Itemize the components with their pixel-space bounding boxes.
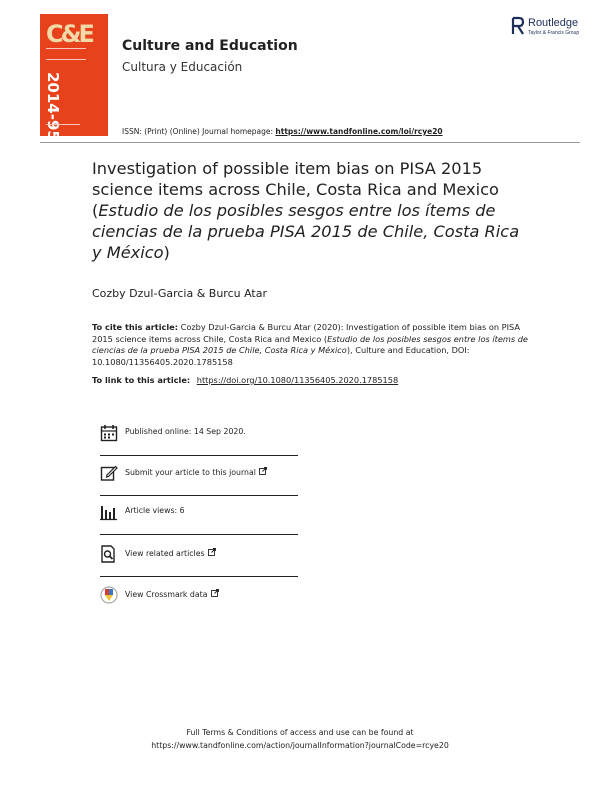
journal-title: Culture and Education — [122, 38, 298, 54]
page-footer — [0, 726, 600, 752]
related-articles-row[interactable] — [100, 545, 298, 575]
publisher-name: Routledge — [528, 17, 579, 29]
row-divider — [100, 495, 298, 496]
cover-decoration — [46, 48, 86, 60]
journal-homepage-link[interactable]: https://www.tandfonline.com/loi/rcye20 — [275, 127, 443, 136]
submit-article-link[interactable] — [125, 467, 267, 477]
edit-icon — [100, 464, 118, 482]
citation-block — [92, 322, 532, 368]
crossmark-icon — [100, 586, 118, 604]
row-divider — [100, 455, 298, 456]
related-articles-link[interactable] — [125, 548, 216, 558]
calendar-icon — [100, 424, 118, 442]
submit-article-label: Submit your article to this journal — [125, 468, 256, 477]
title-spanish: Estudio de los posibles sesgos entre los ítems de ciencias de la prueba PISA 2015 de Chile, Costa Rica y México — [92, 201, 520, 262]
article-link-line — [92, 375, 398, 385]
cover-monogram: C&E — [46, 20, 92, 48]
issn-line — [122, 127, 443, 136]
title-open-paren: ( — [92, 201, 99, 220]
row-divider — [100, 576, 298, 577]
crossmark-link[interactable] — [125, 589, 219, 599]
title-close-paren: ) — [163, 243, 170, 262]
article-doi-link[interactable]: https://doi.org/10.1080/11356405.2020.1785158 — [196, 375, 399, 385]
external-link-icon — [208, 548, 216, 556]
crossmark-row[interactable] — [100, 586, 298, 616]
title-line-2: science items across Chile, Costa Rica and Mexico — [92, 180, 499, 199]
article-title — [92, 158, 532, 263]
cite-italic: Estudio de los posibles sesgos entre los ítems de ciencias de la prueba PISA 2015 de Chile, Costa Rica y México — [92, 333, 528, 356]
external-link-icon — [259, 467, 267, 475]
published-online-text: Published online: 14 Sep 2020. — [125, 427, 246, 436]
routledge-r-icon — [511, 16, 525, 36]
cover-publisher-mark — [46, 124, 80, 131]
cite-doi: ), Culture and Education, DOI: 10.1080/11356405.2020.1785158 — [92, 345, 470, 367]
search-document-icon — [100, 545, 118, 563]
issn-label: ISSN: (Print) (Online) Journal homepage: — [122, 127, 274, 136]
cite-label: To cite this article: — [92, 322, 178, 332]
cite-text: Cozby Dzul-Garcia & Burcu Atar (2020): Investigation of possible item bias on PISA 2015 science items across Chile, Costa Rica and Mexico ( — [92, 322, 520, 344]
published-online-row — [100, 424, 298, 454]
footer-terms-text: Full Terms & Conditions of access and use can be found at — [186, 728, 414, 737]
journal-cover-thumbnail — [40, 14, 108, 162]
publisher-tagline: Taylor & Francis Group — [528, 30, 580, 36]
routledge-logo[interactable] — [511, 16, 591, 40]
submit-article-row[interactable] — [100, 464, 298, 494]
footer-terms-link[interactable]: https://www.tandfonline.com/action/journalInformation?journalCode=rcye20 — [151, 741, 449, 750]
external-link-icon — [211, 589, 219, 597]
cover-number: 2014-9541 — [44, 72, 62, 162]
article-authors: Cozby Dzul-Garcia & Burcu Atar — [92, 287, 268, 300]
related-articles-label: View related articles — [125, 549, 205, 558]
bar-chart-icon — [100, 503, 118, 521]
link-label: To link to this article: — [92, 375, 191, 385]
article-views-row — [100, 503, 298, 533]
row-divider — [100, 534, 298, 535]
journal-subtitle: Cultura y Educación — [122, 60, 243, 74]
crossmark-label: View Crossmark data — [125, 590, 208, 599]
header-divider — [40, 142, 580, 143]
article-views-text: Article views: 6 — [125, 506, 185, 515]
title-line-1: Investigation of possible item bias on PISA 2015 — [92, 159, 483, 178]
